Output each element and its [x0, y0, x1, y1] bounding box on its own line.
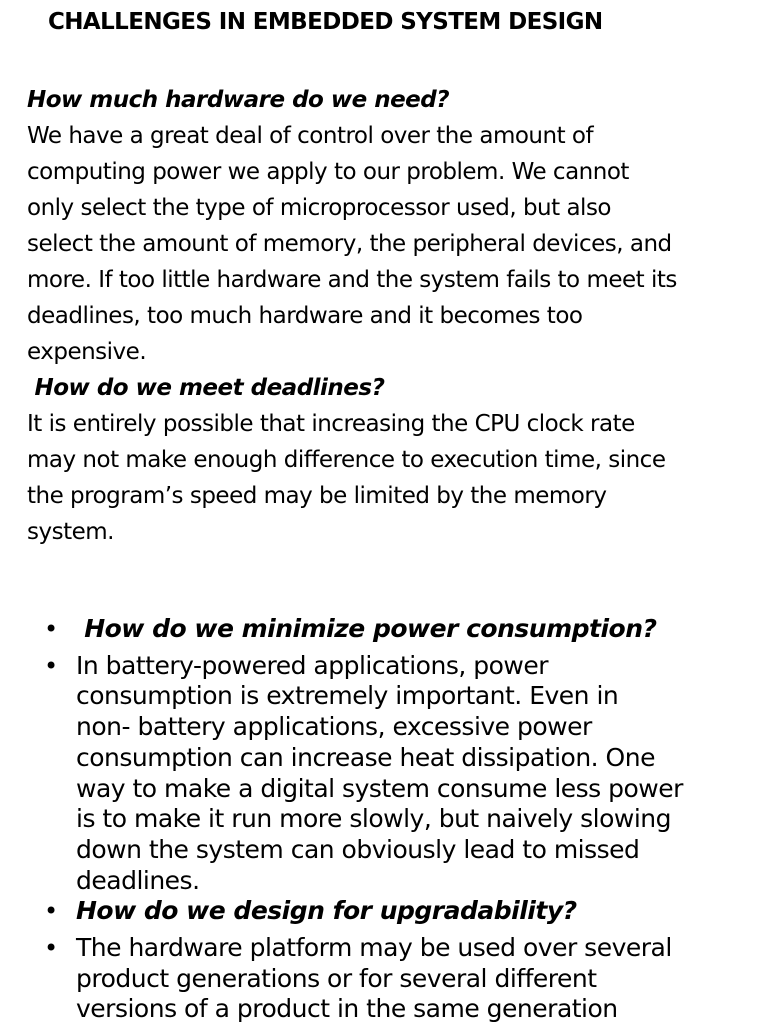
- paragraph-line: select the amount of memory, the peripheral devices, and: [27, 231, 672, 257]
- bullet-heading: How do we minimize power consumption?: [76, 614, 657, 643]
- bullet-line: consumption can increase heat dissipation. One: [76, 742, 655, 772]
- bullet-dot: •: [44, 934, 59, 963]
- bullet-line: In battery-powered applications, power: [76, 650, 549, 680]
- bullet-line: way to make a digital system consume less power: [76, 773, 683, 803]
- section-deadlines: [27, 370, 757, 550]
- bullet-dot: •: [44, 615, 59, 643]
- bullet-line: product generations or for several different: [76, 963, 597, 993]
- paragraph-line: more. If too little hardware and the system fails to meet its: [27, 267, 677, 293]
- paragraph-line: system.: [27, 519, 114, 545]
- bullet-item: [44, 614, 764, 645]
- section-heading: How much hardware do we need?: [27, 87, 450, 113]
- paragraph-line: only select the type of microprocessor used, but also: [27, 195, 611, 221]
- page-title: CHALLENGES IN EMBEDDED SYSTEM DESIGN: [48, 9, 603, 35]
- bullet-line: versions of a product in the same generation: [76, 994, 618, 1024]
- bullet-line: consumption is extremely important. Even in: [76, 681, 619, 711]
- bullet-line: down the system can obviously lead to missed: [76, 834, 640, 864]
- paragraph-line: We have a great deal of control over the amount of: [27, 123, 594, 149]
- bullet-list: [44, 614, 764, 1025]
- bullet-item: [44, 933, 764, 1025]
- bullet-item: [44, 896, 764, 927]
- paragraph-line: expensive.: [27, 339, 147, 365]
- bullet-line: deadlines.: [76, 865, 200, 895]
- paragraph-line: the program’s speed may be limited by the memory: [27, 483, 607, 509]
- bullet-line: The hardware platform may be used over several: [76, 933, 672, 963]
- paragraph-line: deadlines, too much hardware and it becomes too: [27, 303, 583, 329]
- bullet-dot: •: [44, 651, 59, 680]
- paragraph-line: It is entirely possible that increasing the CPU clock rate: [27, 411, 635, 437]
- paragraph-line: computing power we apply to our problem. We cannot: [27, 159, 629, 185]
- paragraph-line: may not make enough difference to execution time, since: [27, 447, 666, 473]
- section-heading: How do we meet deadlines?: [27, 375, 385, 401]
- bullet-dot: •: [44, 897, 59, 926]
- bullet-item: [44, 651, 764, 897]
- section-hardware: [27, 82, 757, 370]
- bullet-heading: How do we design for upgradability?: [76, 896, 577, 926]
- bullet-line: is to make it run more slowly, but naively slowing: [76, 804, 672, 834]
- bullet-line: non- battery applications, excessive power: [76, 712, 592, 742]
